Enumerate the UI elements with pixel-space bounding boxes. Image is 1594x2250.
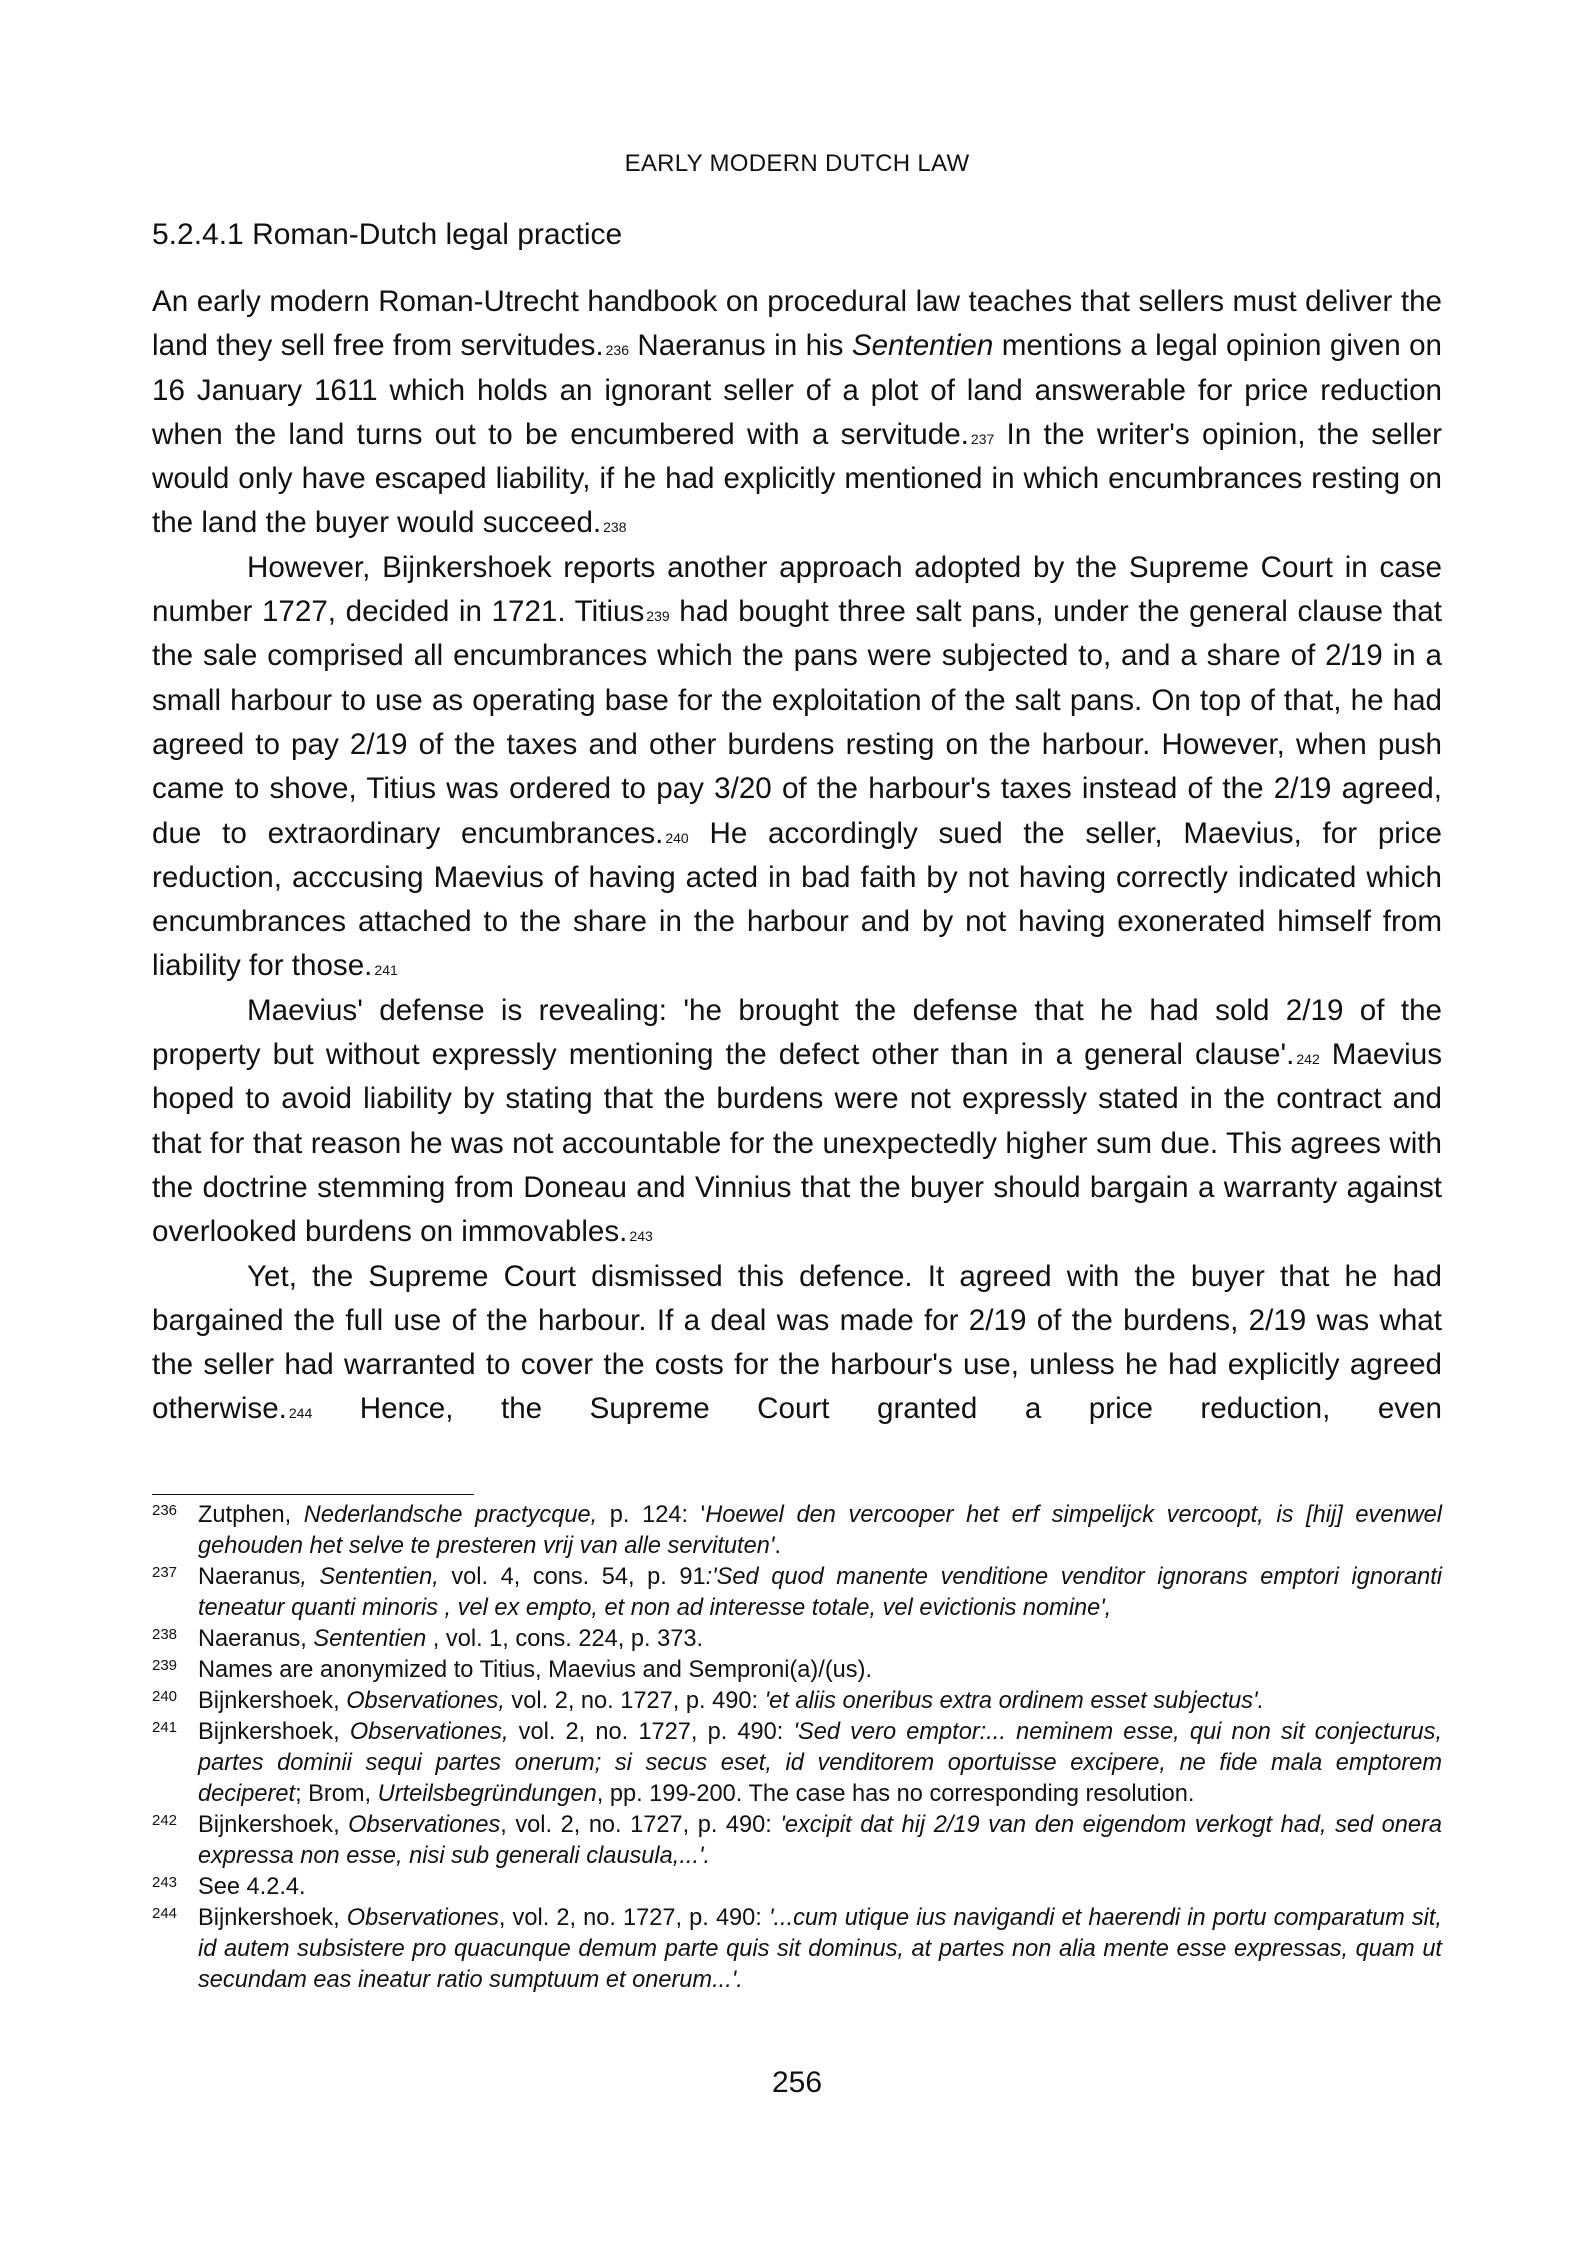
- text-run: He accordingly sued the seller, Maevius, for price reduction, acccusing Maevius of having acted in bad faith by not having correctly indicated which encumbrances attached to the share in the harbour and by not having exonerated himself from liability for those.: [152, 816, 1442, 983]
- italic-text: Observationes: [346, 1905, 499, 1931]
- paragraph: [152, 1255, 1442, 1432]
- italic-text: '...cum utique ius navigandi et haerendi in portu comparatum sit, id autem subsistere pro quacunque demum parte quis sit dominus, at partes non alia mente esse expressas, quam ut secundam eas ineatur ratio sumptuum et onerum...'.: [198, 1905, 1442, 1993]
- italic-text: 'et aliis oneribus extra ordinem esset subjectus'.: [764, 1688, 1265, 1714]
- text-run: Naeranus,: [198, 1626, 314, 1652]
- text-run: , pp. 199-200. The case has no corresponding resolution.: [596, 1781, 1195, 1807]
- footnote-number: 244: [152, 1905, 178, 1922]
- footnote-number: 241: [152, 1719, 178, 1736]
- italic-text: Sententien: [851, 329, 994, 363]
- italic-text: , Sententien,: [300, 1564, 439, 1590]
- text-run: See 4.2.4.: [198, 1874, 306, 1900]
- text-run: Maevius hoped to avoid liability by stating that the burdens were not expressly stated in the contract and that for that reason he was not accountable for the unexpectedly higher sum due. This agrees with the doctrine stemming from Doneau and Vinnius that the buyer should bargain a warranty against overlooked burdens on immovables.: [152, 1038, 1443, 1249]
- text-run: had bought three salt pans, under the general clause that the sale comprised all encumbrances which the pans were subjected to, and a share of 2/19 in a small harbour to use as operating base for the exploitation of the salt pans. On top of that, he had agreed to pay 2/19 of the taxes and other burdens resting on the harbour. However, when push came to shove, Titius was ordered to pay 3/20 of the harbour's taxes instead of the 2/19 agreed, due to extraordinary encumbrances.: [152, 595, 1442, 850]
- text-run: Naeranus: [198, 1564, 301, 1590]
- text-run: Maevius' defense is revealing: 'he brought the defense that he had sold 2/19 of the property but without expressly mentioning the defect other than in a general clause'.: [152, 993, 1442, 1072]
- text-run: , vol. 2, no. 1727, p. 490:: [498, 1905, 769, 1931]
- footnote-number: 240: [152, 1688, 178, 1705]
- text-run: However, Bijnkershoek reports another approach adopted by the Supreme Court in case number 1727, decided in 1721. Titius: [152, 550, 1442, 629]
- section-heading: 5.2.4.1 Roman-Dutch legal practice: [152, 218, 623, 251]
- text-run: , vol. 1, cons. 224, p. 373.: [426, 1626, 703, 1652]
- paragraph: [152, 280, 1442, 546]
- text-run: Bijnkershoek,: [198, 1719, 350, 1745]
- footnote-number: 243: [152, 1874, 178, 1891]
- text-run: .: [774, 1533, 781, 1559]
- footnotes: [152, 1500, 1442, 1996]
- italic-text: Sententien: [313, 1626, 427, 1652]
- footnote-reference[interactable]: 240: [665, 829, 689, 846]
- text-run: In the writer's opinion, the seller would only have escaped liability, if he had explicitly mentioned in which encumbrances resting on the land the buyer would succeed.: [152, 417, 1442, 540]
- text-run: Bijnkershoek,: [198, 1905, 347, 1931]
- italic-text: Hoewel den vercooper het erf simpelijck vercoopt, is [hij] evenwel gehouden het selve te presteren vrij van alle servituten': [198, 1502, 1442, 1559]
- text-run: vol. 4, cons. 54, p. 91: [438, 1564, 706, 1590]
- footnote: [152, 1903, 1442, 1996]
- footnote: [152, 1810, 1442, 1872]
- footnote-number: 236: [152, 1502, 178, 1519]
- footnote-reference[interactable]: 244: [288, 1405, 313, 1422]
- italic-text: :'Sed quod manente venditione venditor ignorans emptori ignoranti teneatur quanti minoris , vel ex empto, et non ad interesse totale, vel evictionis nomine',: [198, 1564, 1442, 1621]
- text-run: mentions a legal opinion given on 16 January 1611 which holds an ignorant seller of a plot of land answerable for price reduction when the land turns out to be encumbered with a servitude.: [152, 329, 1442, 451]
- italic-text: Observationes,: [349, 1719, 509, 1745]
- text-run: An early modern Roman-Utrecht handbook on procedural law teaches that sellers must deliver the land they sell free from servitudes.: [152, 285, 1442, 363]
- footnote-reference[interactable]: 241: [374, 962, 398, 979]
- italic-text: Observationes: [348, 1812, 501, 1838]
- footnote-number: 242: [152, 1812, 178, 1829]
- text-run: Bijnkershoek,: [198, 1688, 347, 1714]
- italic-text: 'Sed vero emptor:... neminem esse, qui non sit conjecturus, partes dominii sequi partes onerum; si secus eset, id venditorem oportuisse excipere, ne fide mala emptorem deciperet: [198, 1719, 1443, 1807]
- footnote-reference[interactable]: 237: [970, 430, 995, 447]
- text-run: vol. 2, no. 1727, p. 490:: [508, 1719, 794, 1745]
- footnote-reference[interactable]: 242: [1296, 1051, 1320, 1068]
- footnote-reference[interactable]: 239: [646, 608, 670, 625]
- footnote-number: 238: [152, 1626, 178, 1643]
- footnote: [152, 1655, 1442, 1686]
- text-run: Zutphen,: [198, 1502, 304, 1528]
- footnote-reference[interactable]: 238: [603, 519, 627, 536]
- running-head: EARLY MODERN DUTCH LAW: [624, 150, 970, 177]
- footnote-separator: [152, 1494, 474, 1495]
- footnote: [152, 1717, 1442, 1810]
- paragraph: [152, 546, 1442, 989]
- footnote: [152, 1562, 1442, 1624]
- footnote-number: 239: [152, 1657, 178, 1674]
- footnote-reference[interactable]: 243: [629, 1228, 653, 1245]
- text-run: Naeranus in his: [629, 329, 852, 363]
- italic-text: Urteilsbegründungen: [377, 1781, 597, 1807]
- footnote: [152, 1500, 1442, 1562]
- italic-text: 'excipit dat hij 2/19 van den eigendom verkogt had, sed onera expressa non esse, nisi sub generali clausula,...'.: [198, 1812, 1442, 1869]
- footnote: [152, 1872, 1442, 1903]
- text-run: Yet, the Supreme Court dismissed this defence. It agreed with the buyer that he had bargained the full use of the harbour. If a deal was made for 2/19 of the burdens, 2/19 was what the seller had warranted to cover the costs for the harbour's use, unless he had explicitly agreed otherwise.: [152, 1259, 1442, 1426]
- footnote-number: 237: [152, 1564, 178, 1581]
- text-run: Names are anonymized to Titius, Maevius and Semproni(a)/(us).: [198, 1657, 873, 1683]
- text-run: p. 124: ': [597, 1502, 706, 1528]
- page-number: 256: [771, 2066, 823, 2099]
- body-text: [152, 280, 1442, 1432]
- text-run: Hence, the Supreme Court granted a price reduction, even: [312, 1392, 1442, 1426]
- italic-text: Observationes,: [346, 1688, 505, 1714]
- text-run: vol. 2, no. 1727, p. 490:: [504, 1688, 765, 1714]
- text-run: Bijnkershoek,: [198, 1812, 349, 1838]
- paragraph: [152, 989, 1442, 1255]
- footnote: [152, 1686, 1442, 1717]
- text-run: ; Brom,: [295, 1781, 378, 1807]
- italic-text: Nederlandsche practycque,: [303, 1502, 598, 1528]
- footnote-reference[interactable]: 236: [605, 342, 629, 359]
- text-run: , vol. 2, no. 1727, p. 490:: [500, 1812, 781, 1838]
- footnote: [152, 1624, 1442, 1655]
